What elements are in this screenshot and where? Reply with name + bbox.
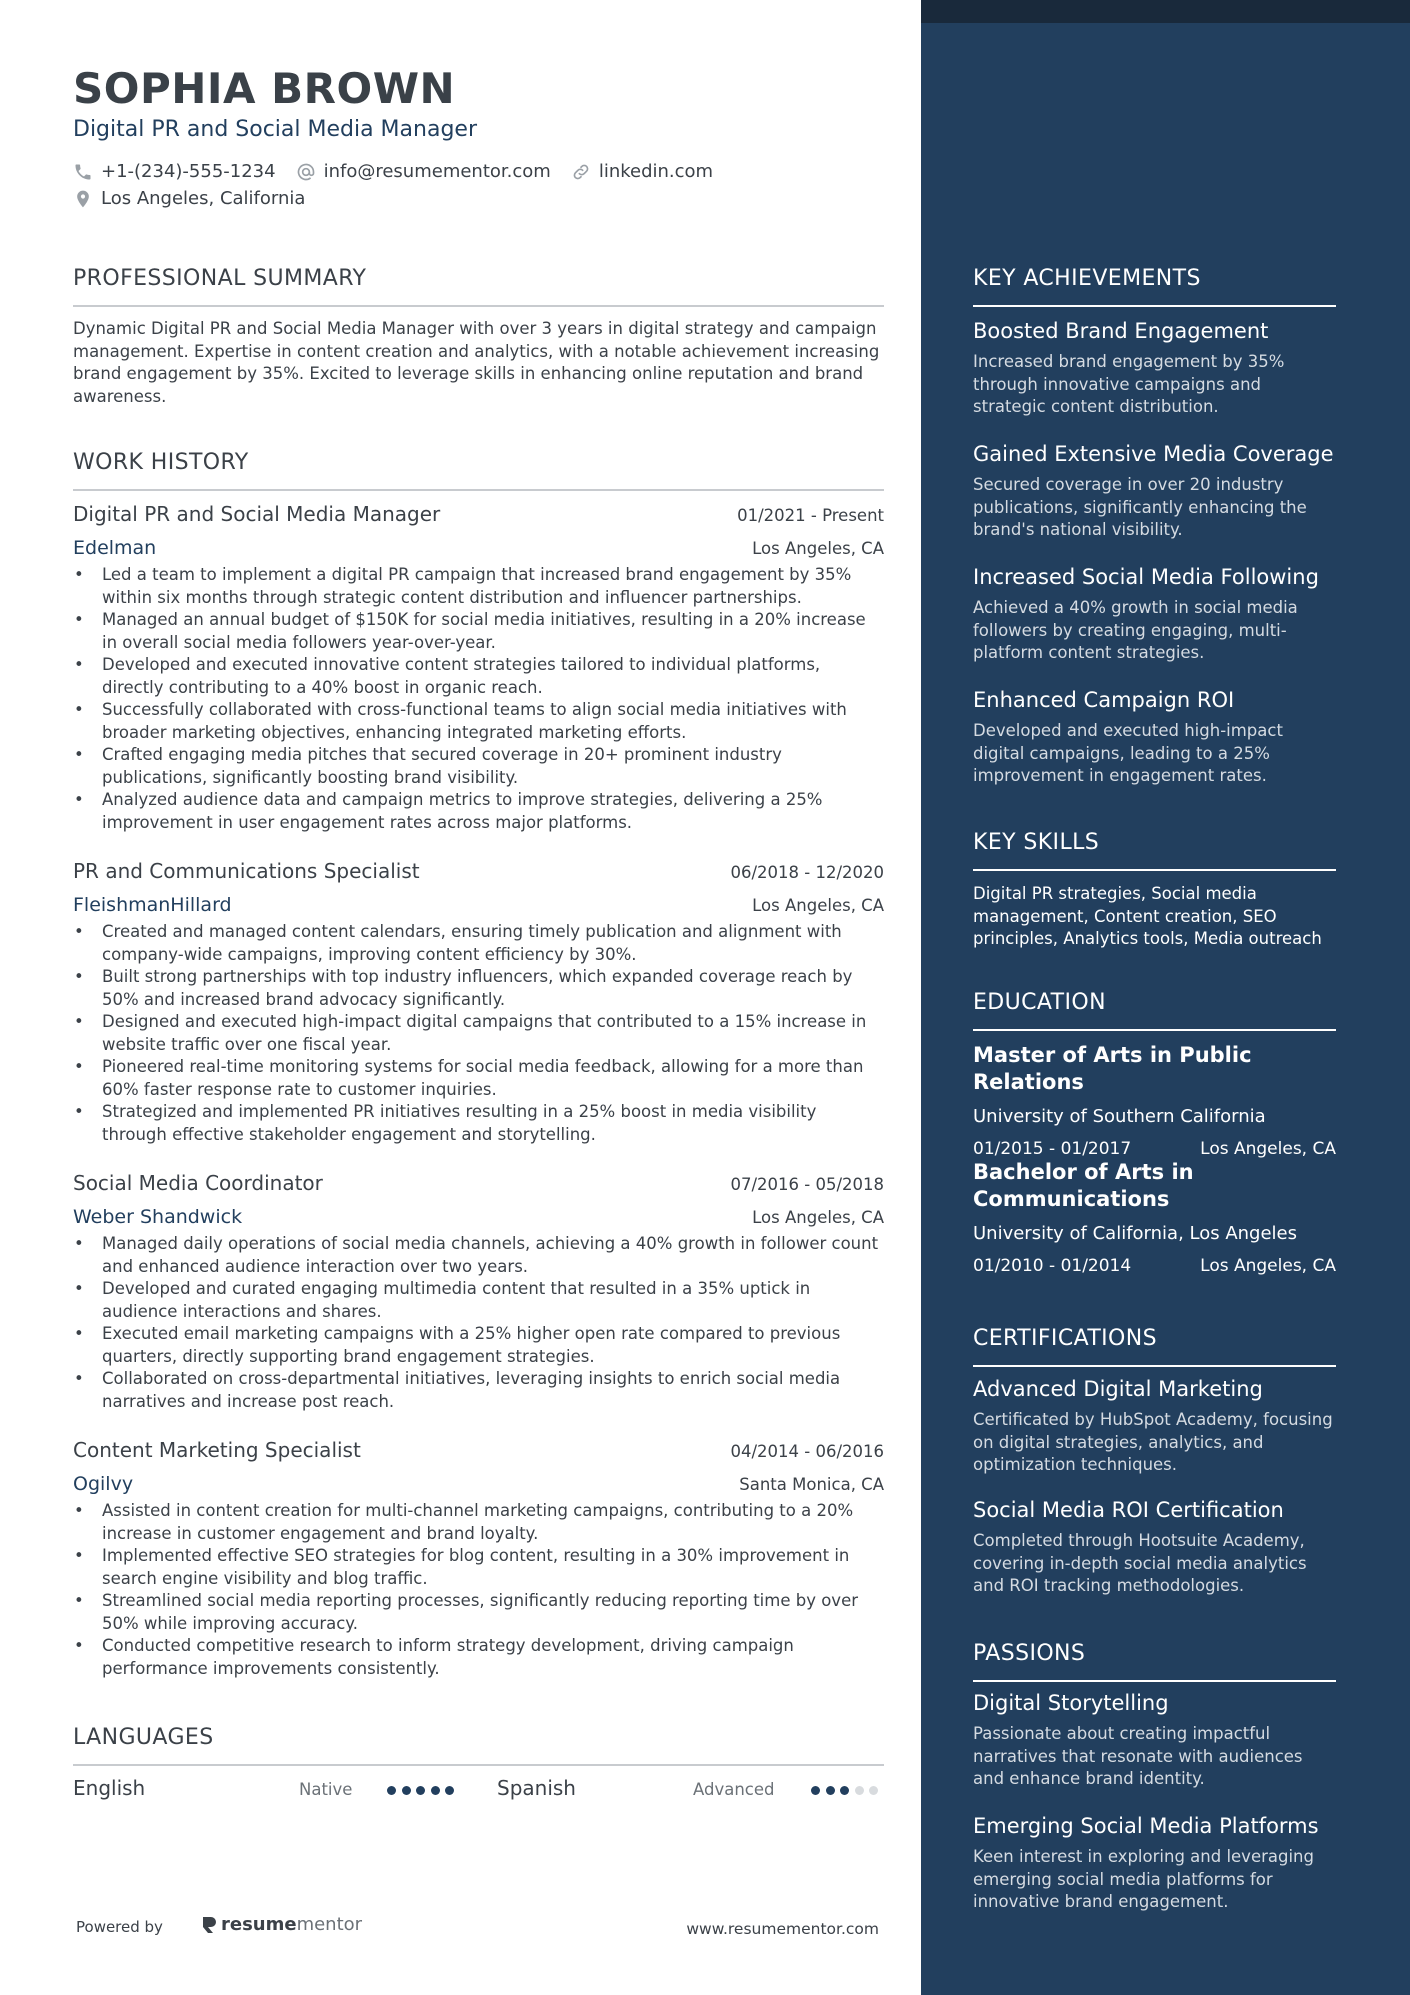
languages-heading: LANGUAGES [73,1725,214,1750]
education-item [973,1159,1336,1276]
job-bullet: • Executed email marketing campaigns with a 25% higher open rate compared to previous quarters, directly supporting brand engagement strategies. [73,1323,884,1368]
location-text: Los Angeles, California [101,188,306,209]
rating-dot-filled [811,1786,820,1795]
logo-light-text: mentor [296,1914,363,1935]
language-name: Spanish [497,1776,576,1800]
work-heading: WORK HISTORY [73,450,249,475]
job-bullet: • Strategized and implemented PR initiatives resulting in a 25% boost in media visibility through effective stakeholder engagement and storytelling. [73,1101,884,1146]
job-bullet: • Managed daily operations of social media channels, achieving a 40% growth in follower count and enhanced audience interaction over two years. [73,1233,884,1278]
achievement-desc: Achieved a 40% growth in social media followers by creating engaging, multi-platform content strategies. [973,598,1298,662]
contact-row-2 [73,188,325,209]
job-bullet: • Conducted competitive research to inform strategy development, driving campaign performance improvements consistently. [73,1635,884,1680]
job-bullet: • Built strong partnerships with top industry influencers, which expanded coverage reach by 50% and increased brand advocacy significantly. [73,966,884,1011]
sidebar-top-bar [921,0,1410,23]
job-bullet: • Designed and executed high-impact digital campaigns that contributed to a 15% increase in website traffic over one fiscal year. [73,1011,884,1056]
job-bullet: • Developed and curated engaging multimedia content that resulted in a 35% uptick in audience interactions and shares. [73,1278,884,1323]
job-entry [73,1171,884,1413]
job-bullets [73,564,884,834]
job-dates: 06/2018 - 12/2020 [730,863,884,882]
education-divider [973,1029,1336,1031]
rating-dot-filled [840,1786,849,1795]
job-location: Los Angeles, CA [752,1208,884,1227]
certifications-divider [973,1365,1336,1367]
email-text: info@resumementor.com [323,161,551,182]
link-icon [571,162,591,182]
job-bullet: • Collaborated on cross-departmental initiatives, leveraging insights to enrich social media narratives and increase post reach. [73,1368,884,1413]
language-name: English [73,1776,146,1800]
job-bullet: • Crafted engaging media pitches that secured coverage in 20+ prominent industry publications, significantly boosting brand visibility. [73,744,884,789]
footer-logo[interactable] [200,1914,362,1935]
job-bullet: • Pioneered real-time monitoring systems for social media feedback, allowing for a more than 60% faster response rate to customer inquiries. [73,1056,884,1101]
phone-icon [73,162,93,182]
job-title: PR and Communications Specialist [73,859,420,883]
certification-title: Advanced Digital Marketing [973,1377,1263,1401]
certification-title: Social Media ROI Certification [973,1498,1284,1522]
contact-email[interactable] [296,161,551,182]
job-bullet: • Assisted in content creation for multi-channel marketing campaigns, contributing to a 20% increase in customer engagement and brand loyalty. [73,1500,884,1545]
job-entry [73,1438,884,1680]
passion-title: Digital Storytelling [973,1691,1169,1715]
passion-desc: Passionate about creating impactful narratives that resonate with audiences and enhance brand identity. [973,1724,1303,1788]
contact-phone[interactable] [73,161,276,182]
job-dates: 04/2014 - 06/2016 [730,1442,884,1461]
job-dates: 07/2016 - 05/2018 [730,1175,884,1194]
certification-item [973,1497,1336,1598]
job-bullets [73,1500,884,1680]
skills-heading: KEY SKILLS [973,830,1100,855]
work-divider [73,489,884,491]
skills-text: Digital PR strategies, Social media management, Content creation, SEO principles, Analytics tools, Media outreach [973,884,1322,948]
achievements-divider [973,305,1336,307]
achievement-item [973,687,1336,788]
certification-desc: Certificated by HubSpot Academy, focusing on digital strategies, analytics, and optimization techniques. [973,1410,1333,1474]
certifications-heading: CERTIFICATIONS [973,1326,1157,1351]
candidate-role: Digital PR and Social Media Manager [73,117,477,142]
summary-heading: PROFESSIONAL SUMMARY [73,266,367,291]
achievement-title: Increased Social Media Following [973,565,1319,589]
education-location: Los Angeles, CA [1200,1139,1336,1159]
degree-title: Bachelor of Arts in Communications [973,1160,1194,1211]
school-name: University of California, Los Angeles [973,1223,1298,1244]
rating-dot-filled [431,1786,440,1795]
job-bullet: • Led a team to implement a digital PR campaign that increased brand engagement by 35% within six months through strategic content distribution and influencer partnerships. [73,564,884,609]
skills-divider [973,869,1336,871]
education-dates: 01/2015 - 01/2017 [973,1139,1132,1159]
rating-dot-filled [826,1786,835,1795]
education-item [973,1042,1336,1159]
rating-dot-filled [445,1786,454,1795]
language-level: Native [299,1780,353,1799]
achievements-heading: KEY ACHIEVEMENTS [973,266,1201,291]
language-level: Advanced [693,1780,775,1799]
achievement-title: Enhanced Campaign ROI [973,688,1235,712]
achievement-item [973,441,1336,542]
passions-heading: PASSIONS [973,1641,1086,1666]
job-company: Ogilvy [73,1473,134,1495]
contact-linkedin[interactable] [571,161,713,182]
job-location: Los Angeles, CA [752,896,884,915]
job-bullet: • Developed and executed innovative content strategies tailored to individual platforms, directly contributing to a 40% boost in organic reach. [73,654,884,699]
phone-text: +1-(234)-555-1234 [101,161,276,182]
achievement-title: Boosted Brand Engagement [973,319,1269,343]
job-company: Weber Shandwick [73,1206,243,1228]
footer-powered-by: Powered by [76,1918,163,1936]
certification-desc: Completed through Hootsuite Academy, covering in-depth social media analytics and ROI tracking methodologies. [973,1531,1307,1595]
job-title: Social Media Coordinator [73,1171,323,1195]
rating-dot-filled [416,1786,425,1795]
at-icon [296,162,316,182]
job-bullet: • Created and managed content calendars, ensuring timely publication and alignment with company-wide campaigns, improving content efficiency by 30%. [73,921,884,966]
achievement-desc: Increased brand engagement by 35% through innovative campaigns and strategic content distribution. [973,352,1285,416]
achievement-title: Gained Extensive Media Coverage [973,442,1334,466]
candidate-name: SOPHIA BROWN [73,64,456,113]
passion-item [973,1690,1336,1791]
degree-title: Master of Arts in Public Relations [973,1043,1252,1094]
job-location: Santa Monica, CA [739,1475,884,1494]
education-location: Los Angeles, CA [1200,1256,1336,1276]
job-bullet: • Streamlined social media reporting processes, significantly reducing reporting time by over 50% while improving accuracy. [73,1590,884,1635]
contact-row-1 [73,161,733,182]
job-title: Content Marketing Specialist [73,1438,361,1462]
passions-divider [973,1680,1336,1682]
job-company: Edelman [73,537,157,559]
job-bullets [73,921,884,1146]
achievement-desc: Secured coverage in over 20 industry publications, significantly enhancing the brand's national visibility. [973,475,1307,539]
map-pin-icon [73,189,93,209]
logo-bold-text: resume [221,1914,297,1935]
job-bullet: • Implemented effective SEO strategies for blog content, resulting in a 30% improvement in search engine visibility and blog traffic. [73,1545,884,1590]
certification-item [973,1376,1336,1477]
job-title: Digital PR and Social Media Manager [73,502,441,526]
language-rating [387,1786,460,1795]
summary-divider [73,305,884,307]
job-dates: 01/2021 - Present [737,506,884,525]
contact-location [73,188,305,209]
summary-text: Dynamic Digital PR and Social Media Manager with over 3 years in digital strategy and campaign management. Expertise in content creation and analytics, with a notable achievement increasing brand engagement by 35%. Excited to leverage skills in enhancing online reputation and brand awareness. [73,319,880,406]
achievement-item [973,318,1336,419]
rating-dot-empty [869,1786,878,1795]
job-bullet: • Successfully collaborated with cross-functional teams to align social media initiatives with broader marketing objectives, enhancing integrated marketing efforts. [73,699,884,744]
language-english [73,1776,145,1800]
job-company: FleishmanHillard [73,894,232,916]
passion-item [973,1813,1336,1914]
achievement-item [973,564,1336,665]
job-bullet: • Analyzed audience data and campaign metrics to improve strategies, delivering a 25% improvement in user engagement rates across major platforms. [73,789,884,834]
school-name: University of Southern California [973,1106,1266,1127]
language-rating [811,1786,884,1795]
job-bullets [73,1233,884,1413]
achievement-desc: Developed and executed high-impact digital campaigns, leading to a 25% improvement in engagement rates. [973,721,1283,785]
footer-url[interactable]: www.resumementor.com [686,1920,879,1938]
education-dates: 01/2010 - 01/2014 [973,1256,1132,1276]
language-spanish [497,1776,576,1800]
passion-desc: Keen interest in exploring and leveraging emerging social media platforms for innovative brand engagement. [973,1847,1314,1911]
education-heading: EDUCATION [973,990,1106,1015]
passion-title: Emerging Social Media Platforms [973,1814,1319,1838]
rating-dot-empty [855,1786,864,1795]
linkedin-text: linkedin.com [598,161,714,182]
job-bullet: • Managed an annual budget of $150K for social media initiatives, resulting in a 20% increase in overall social media followers year-over-year. [73,609,884,654]
job-location: Los Angeles, CA [752,539,884,558]
job-entry [73,502,884,834]
rating-dot-filled [402,1786,411,1795]
job-entry [73,859,884,1146]
resumementor-logo-icon [200,1915,218,1935]
languages-divider [73,1764,884,1766]
rating-dot-filled [387,1786,396,1795]
